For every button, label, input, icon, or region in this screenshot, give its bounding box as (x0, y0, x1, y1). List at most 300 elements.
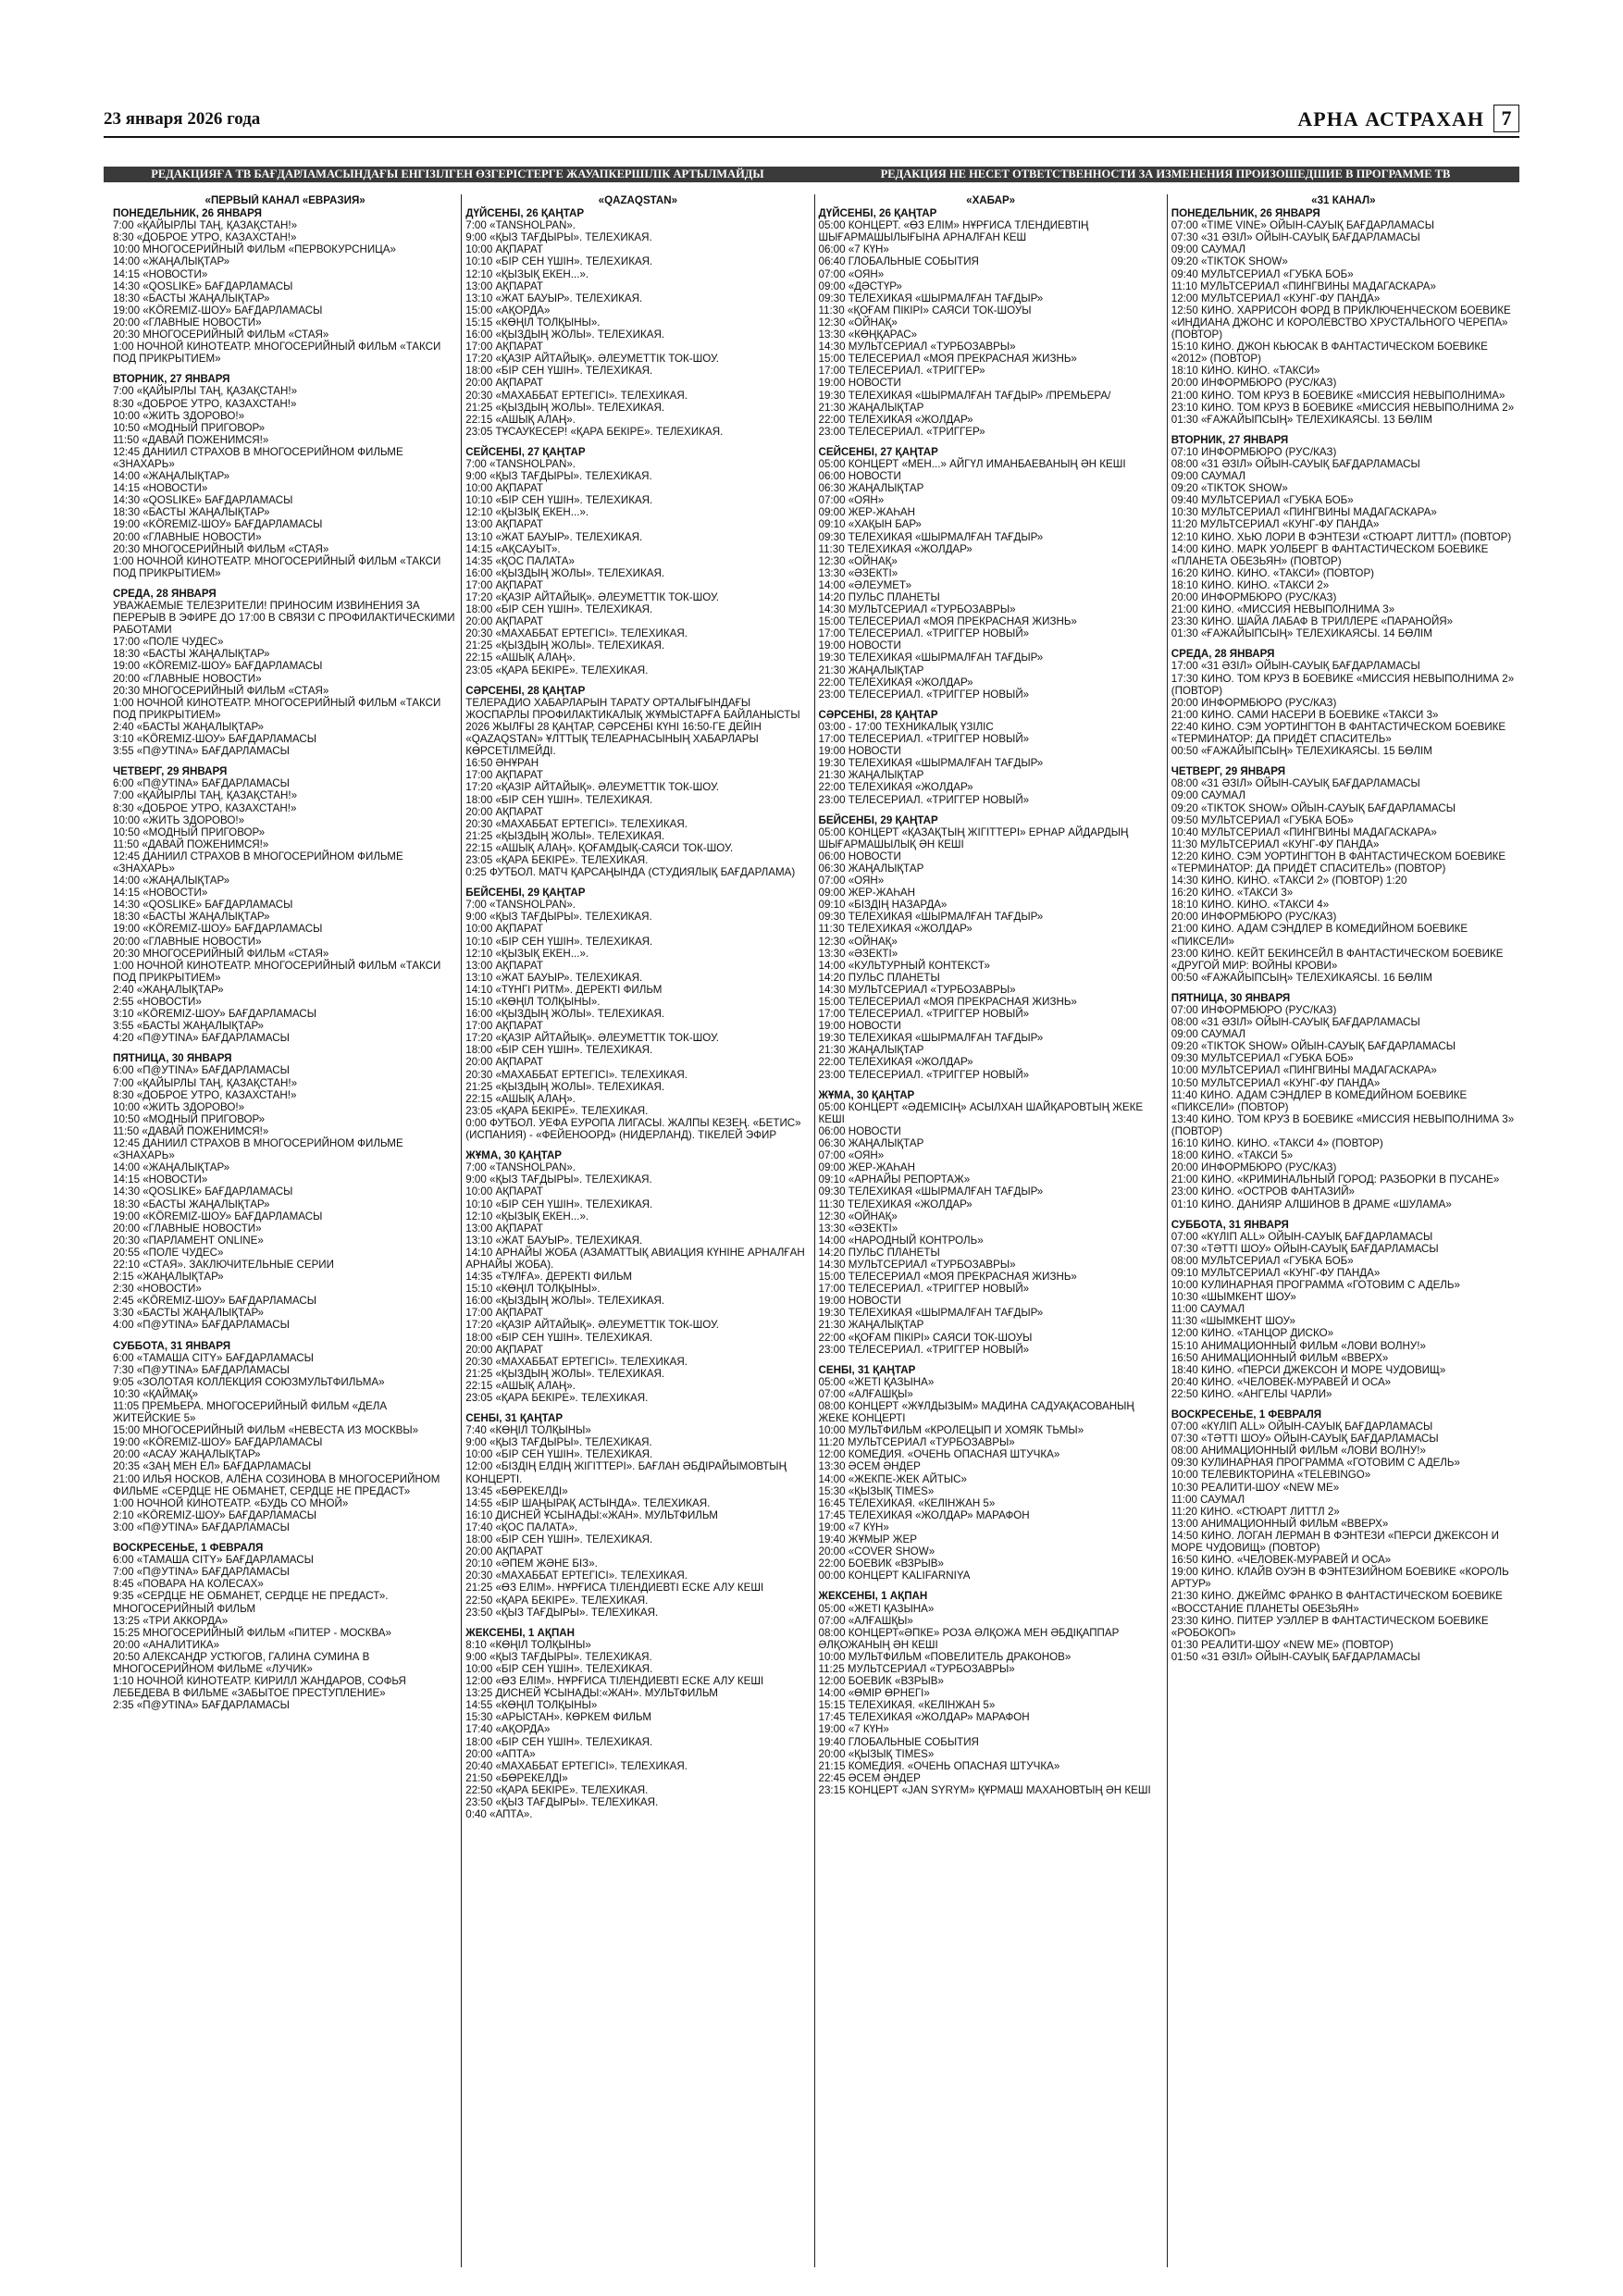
program-item: 14:00 «ЖЕКПЕ-ЖЕК АЙТЫС» (818, 1472, 967, 1485)
program-item: 0:00 ФУТБОЛ. УЕФА ЕУРОПА ЛИГАСЫ. ЖАЛПЫ КЕЗЕҢ. «БЕТИС» (ИСПАНИЯ) - «ФЕЙЕНООРД» (НИДЕРЛАНД). ТІКЕЛЕЙ ЭФИР (465, 1116, 801, 1142)
program-item: 20:35 «ЗАҢ МЕН ЕЛ» БАҒДАРЛАМАСЫ (113, 1460, 312, 1473)
program-item: 12:10 КИНО. ХЬЮ ЛОРИ В ФЭНТЕЗИ «СТЮАРТ ЛИТТЛ» (ПОВТОР) (1171, 530, 1512, 543)
program-item: 22:15 «АШЫҚ АЛАҢ». (465, 1092, 576, 1105)
program-item: 19:00 КИНО. КЛАЙВ ОУЭН В ФЭНТЕЗИЙНОМ БОЕВИКЕ «КОРОЛЬ АРТУР» (1171, 1566, 1509, 1591)
program-item: 07:00 «ОЯН» (818, 875, 885, 887)
program-item: 09:10 МУЛЬТСЕРИАЛ «КУНГ-ФУ ПАНДА» (1171, 1266, 1381, 1279)
day-title: ПОНЕДЕЛЬНИК, 26 ЯНВАРЯ (113, 207, 262, 220)
program-item: 13:10 «ЖАТ БАУЫР». ТЕЛЕХИКАЯ. (465, 971, 643, 984)
program-item: 07:30 «ТӘТТІ ШОУ» ОЙЫН-САУЫҚ БАҒДАРЛАМАСЫ (1171, 1242, 1439, 1255)
program-item: 19:40 ГЛОБАЛЬНЫЕ СОБЫТИЯ (818, 1735, 979, 1748)
program-item: 05:00 КОНЦЕРТ «МЕН...» АЙГҮЛ ИМАНБАЕВАНЫҢ ӘН КЕШІ (818, 457, 1126, 470)
program-item: 20:30 «МАХАББАТ ЕРТЕГІСІ». ТЕЛЕХИКАЯ. (465, 817, 688, 830)
program-item: 23:30 КИНО. ПИТЕР УЭЛЛЕР В ФАНТАСТИЧЕСКОМ БОЕВИКЕ «РОБОКОП» (1171, 1614, 1489, 1639)
program-item: 11:10 МУЛЬТСЕРИАЛ «ПИНГВИНЫ МАДАГАСКАРА» (1171, 279, 1436, 292)
program-item: 09:00 «ДӘСТҮР» (818, 279, 902, 292)
channel-column (814, 194, 1167, 2267)
program-item: 20:00 АҚПАРАТ (465, 805, 543, 818)
program-item: 15:10 «КӨҢІЛ ТОЛҚЫНЫ». (465, 996, 601, 1008)
program-item: 16:50 КИНО. «ЧЕЛОВЕК-МУРАВЕЙ И ОСА» (1171, 1554, 1392, 1567)
program-item: 10:10 «БІР СЕН ҮШІН». ТЕЛЕХИКАЯ. (465, 935, 653, 948)
program-item: 20:00 АҚПАРАТ (465, 1343, 543, 1356)
day-title: СӘРСЕНБІ, 28 ҚАҢТАР (465, 684, 586, 697)
program-item: 8:30 «ДОБРОЕ УТРО, КАЗАХСТАН!» (113, 231, 297, 244)
program-item: 9:00 «ҚЫЗ ТАҒДЫРЫ». ТЕЛЕХИКАЯ. (465, 1650, 652, 1663)
program-item: 22:50 «ҚАРА БЕКІРЕ». ТЕЛЕХИКАЯ. (465, 1783, 649, 1796)
program-item: 09:20 «TIKTOK SHOW» (1171, 482, 1288, 495)
program-item: 23:05 ТҰСАУКЕСЕР! «ҚАРА БЕКІРЕ». ТЕЛЕХИКАЯ. (465, 425, 724, 438)
program-item: 3:00 «П@УТINA» БАҒДАРЛАМАСЫ (113, 1520, 290, 1533)
program-item: 20:00 «АСАУ ЖАҢАЛЫҚТАР» (113, 1448, 261, 1461)
program-item: 14:30 «QOSLIKE» БАҒДАРЛАМАСЫ (113, 279, 293, 292)
program-item: 15:30 «ҚЫЗЫҚ TIMES» (818, 1484, 935, 1497)
program-item: 07:00 ИНФОРМБЮРО (РУС/КАЗ) (1171, 1004, 1337, 1016)
program-item: 20:00 АҚПАРАТ (465, 377, 543, 390)
program-item: 13:00 АҚПАРАТ (465, 279, 543, 292)
program-item: 14:15 «АҚСАУЫТ». (465, 542, 561, 555)
program-item: 08:00 МУЛЬТСЕРИАЛ «ГУБКА БОБ» (1171, 1254, 1354, 1267)
program-item: 21:25 «ҚЫЗДЫҢ ЖОЛЫ». ТЕЛЕХИКАЯ. (465, 639, 665, 652)
program-item: 23:50 «ҚЫЗ ТАҒДЫРЫ». ТЕЛЕХИКАЯ. (465, 1796, 659, 1808)
program-item: 20:30 «МАХАББАТ ЕРТЕГІСІ». ТЕЛЕХИКАЯ. (465, 627, 688, 640)
program-item: 17:00 АҚПАРАТ (465, 1307, 543, 1320)
schedule-day (819, 709, 1163, 806)
program-item: 12:30 «ОЙНАҚ» (818, 1210, 898, 1222)
program-item: 19:30 ТЕЛЕХИКАЯ «ШЫРМАЛҒАН ТАҒДЫР» (818, 757, 1044, 770)
program-item: 20:40 КИНО. «ЧЕЛОВЕК-МУРАВЕЙ И ОСА» (1171, 1375, 1392, 1388)
program-item: 20:00 «COVER SHOW» (818, 1545, 935, 1558)
program-item: 18:00 «БІР СЕН ҮШІН». ТЕЛЕХИКАЯ. (465, 365, 653, 378)
program-item: УВАЖАЕМЫЕ ТЕЛЕЗРИТЕЛИ! ПРИНОСИМ ИЗВИНЕНИЯ ЗА ПЕРЕРЫВ В ЭФИРЕ ДО 17:00 В СВЯЗИ С ПРОФИЛАКТИЧЕСКИМИ РАБОТАМИ (113, 600, 455, 637)
program-item: 3:55 «П@УТINA» БАҒДАРЛАМАСЫ (113, 745, 290, 758)
program-item: 20:30 МНОГОСЕРИЙНЫЙ ФИЛЬМ «СТАЯ» (113, 329, 329, 341)
program-item: 10:00 «ЖИТЬ ЗДОРОВО!» (113, 1100, 245, 1113)
schedule-day (1171, 207, 1516, 426)
program-item: 20:00 ИНФОРМБЮРО (РУС/КАЗ) (1171, 377, 1337, 390)
program-item: 23:30 КИНО. ШАЙА ЛАБАФ В ТРИЛЛЕРЕ «ПАРАНОЙЯ» (1171, 615, 1454, 628)
program-item: 20:10 «ӘПЕМ ЖӘНЕ БІЗ». (465, 1558, 598, 1570)
program-item: 10:40 МУЛЬТСЕРИАЛ «ПИНГВИНЫ МАДАГАСКАРА» (1171, 825, 1437, 838)
program-item: 15:15 ТЕЛЕХИКАЯ. «КЕЛІНЖАН 5» (818, 1699, 996, 1712)
schedule-day (113, 373, 457, 579)
program-item: 13:25 «ТРИ АККОРДА» (113, 1614, 229, 1627)
program-item: 14:50 КИНО. ЛОГАН ЛЕРМАН В ФЭНТЕЗИ «ПЕРСИ ДЖЕКСОН И МОРЕ ЧУДОВИЩ» (ПОВТОР) (1171, 1529, 1499, 1555)
channel-column (1167, 194, 1519, 2267)
program-item: 19:00 «KÖREMIZ-ШОУ» БАҒДАРЛАМАСЫ (113, 518, 323, 531)
program-item: 12:00 «ӨЗ ЕЛІМ». НҰРҒИСА ТІЛЕНДИЕВТІ ЕСКЕ АЛУ КЕШІ (465, 1675, 764, 1688)
program-item: 22:15 «АШЫҚ АЛАҢ». (465, 413, 576, 426)
program-item: 12:10 «ҚЫЗЫҚ ЕКЕН...». (465, 267, 589, 280)
program-item: 12:10 «ҚЫЗЫҚ ЕКЕН...». (465, 947, 589, 960)
program-item: 8:45 «ПОВАРА НА КОЛЕСАХ» (113, 1578, 264, 1591)
program-item: 14:30 «QOSLIKE» БАҒДАРЛАМАСЫ (113, 899, 293, 912)
program-item: 17:20 «ҚАЗІР АЙТАЙЫҚ». ӘЛЕУМЕТТІК ТОК-ШОУ. (465, 353, 720, 366)
program-item: 19:00 НОВОСТИ (818, 377, 901, 390)
schedule-day (465, 1149, 810, 1404)
program-item: 09:20 «TIKTOK SHOW» ОЙЫН-САУЫҚ БАҒДАРЛАМАСЫ (1171, 801, 1456, 814)
program-item: 09:00 САУМАЛ (1171, 789, 1245, 802)
day-title: ПЯТНИЦА, 30 ЯНВАРЯ (1171, 991, 1291, 1004)
program-item: 11:30 ТЕЛЕХИКАЯ «ЖОЛДАР» (818, 542, 973, 555)
program-item: 13:30 «ӘЗЕКТІ» (818, 947, 898, 960)
program-item: 12:45 ДАНИИЛ СТРАХОВ В МНОГОСЕРИЙНОМ ФИЛЬМЕ «ЗНАХАРЬ» (113, 1137, 403, 1162)
program-item: 09:10 «АРНАЙЫ РЕПОРТАЖ» (818, 1173, 971, 1186)
program-item: 2:30 «НОВОСТИ» (113, 1283, 202, 1296)
program-item: 16:10 КИНО. КИНО. «ТАКСИ 4» (ПОВТОР) (1171, 1137, 1383, 1150)
program-item: 09:30 ТЕЛЕХИКАЯ «ШЫРМАЛҒАН ТАҒДЫР» (818, 911, 1044, 924)
program-item: 08:00 КОНЦЕРТ «ЖҰЛДЫЗЫМ» МАДИНА САДУАҚАСОВАНЫҢ ЖЕКЕ КОНЦЕРТІ (818, 1400, 1134, 1425)
program-item: 17:00 АҚПАРАТ (465, 341, 543, 354)
issue-date: 23 января 2026 года (104, 109, 261, 129)
program-item: 0:40 «АПТА». (465, 1808, 533, 1821)
program-item: 17:00 «ПОЛЕ ЧУДЕС» (113, 636, 224, 649)
program-item: 23:15 КОНЦЕРТ «JAN SYRYM» ҚҰРМАШ МАХАНОВТЫҢ ӘН КЕШІ (818, 1783, 1151, 1796)
program-item: 06:00 «7 КҮН» (818, 243, 889, 256)
program-item: 23:05 «ҚАРА БЕКІРЕ». ТЕЛЕХИКАЯ. (465, 664, 649, 676)
program-item: 14:30 «QOSLIKE» БАҒДАРЛАМАСЫ (113, 1185, 293, 1198)
program-item: 22:00 ТЕЛЕХИКАЯ «ЖОЛДАР» (818, 413, 973, 426)
program-item: 7:00 «TANSHOLPAN». (465, 219, 576, 232)
program-item: 22:10 «СТАЯ». ЗАКЛЮЧИТЕЛЬНЫЕ СЕРИИ (113, 1258, 334, 1271)
program-item: 12:10 «ҚЫЗЫҚ ЕКЕН...». (465, 1210, 589, 1222)
schedule-day (113, 1542, 457, 1711)
day-title: ВТОРНИК, 27 ЯНВАРЯ (113, 373, 230, 386)
program-item: 20:00 «ГЛАВНЫЕ НОВОСТИ» (113, 316, 262, 329)
program-item: 12:50 КИНО. ХАРРИСОН ФОРД В ПРИКЛЮЧЕНЧЕСКОМ БОЕВИКЕ «ИНДИАНА ДЖОНС И КОРОЛЕВСТВО ХРУСТАЛЬНОГО ЧЕРЕПА» (ПОВТОР) (1171, 304, 1511, 341)
day-title: СЕЙСЕНБІ, 27 ҚАҢТАР (818, 445, 938, 458)
program-item: 6:00 «ТАМАША CITY» БАҒДАРЛАМАСЫ (113, 1351, 314, 1364)
program-item: 4:00 «П@УТINA» БАҒДАРЛАМАСЫ (113, 1319, 290, 1332)
program-item: 9:35 «СЕРДЦЕ НЕ ОБМАНЕТ, СЕРДЦЕ НЕ ПРЕДАСТ». МНОГОСЕРИЙНЫЙ ФИЛЬМ (113, 1590, 389, 1615)
program-item: 11:50 «ДАВАЙ ПОЖЕНИМСЯ!» (113, 433, 269, 446)
program-item: 13:30 ӘСЕМ ӘНДЕР (818, 1460, 921, 1473)
day-title: ДҮЙСЕНБІ, 26 ҚАҢТАР (465, 207, 585, 220)
program-item: 11:30 «ҚОҒАМ ПІКІРІ» САЯСИ ТОК-ШОУЫ (818, 304, 1032, 316)
program-item: 14:30 МУЛЬТСЕРИАЛ «ТУРБОЗАВРЫ» (818, 603, 1016, 616)
program-item: 18:30 «БАСТЫ ЖАҢАЛЫҚТАР» (113, 506, 270, 519)
program-item: 20:00 ИНФОРМБЮРО (РУС/КАЗ) (1171, 696, 1337, 709)
program-item: 16:00 «ҚЫЗДЫҢ ЖОЛЫ». ТЕЛЕХИКАЯ. (465, 566, 665, 579)
schedule-day (465, 887, 810, 1141)
program-item: 20:30 «ПАРЛАМЕНТ ONLINE» (113, 1234, 264, 1247)
program-item: 14:00 «ЖАҢАЛЫҚТАР» (113, 470, 230, 483)
program-item: 09:30 ТЕЛЕХИКАЯ «ШЫРМАЛҒАН ТАҒДЫР» (818, 1185, 1044, 1198)
program-item: 09:00 ЖЕР-ЖАҺАН (818, 887, 916, 900)
program-item: 07:00 «КҮЛІП ALL» ОЙЫН-САУЫҚ БАҒДАРЛАМАСЫ (1171, 1230, 1433, 1243)
program-item: 20:00 АҚПАРАТ (465, 615, 543, 628)
program-item: 17:00 ТЕЛЕСЕРИАЛ. «ТРИГГЕР НОВЫЙ» (818, 733, 1030, 746)
program-item: 21:00 КИНО. «КРИМИНАЛЬНЫЙ ГОРОД: РАЗБОРКИ В ПУСАНЕ» (1171, 1173, 1500, 1186)
program-item: 12:10 «ҚЫЗЫҚ ЕКЕН...». (465, 506, 589, 519)
program-item: 18:00 «БІР СЕН ҮШІН». ТЕЛЕХИКАЯ. (465, 1044, 653, 1057)
program-item: 22:00 ТЕЛЕХИКАЯ «ЖОЛДАР» (818, 781, 973, 794)
program-item: 18:30 «БАСТЫ ЖАҢАЛЫҚТАР» (113, 648, 270, 661)
program-item: 20:00 «ҚЫЗЫҚ TIMES» (818, 1747, 935, 1760)
program-item: 12:20 КИНО. СЭМ УОРТИНГТОН В ФАНТАСТИЧЕСКОМ БОЕВИКЕ «ТЕРМИНАТОР: ДА ПРИДЁТ СПАСИТЕЛЬ» (ПОВТОР) (1171, 850, 1506, 875)
channel-column (461, 194, 813, 2267)
program-item: 06:30 ЖАҢАЛЫҚТАР (818, 862, 924, 875)
program-item: 17:00 «31 ӘЗІЛ» ОЙЫН-САУЫҚ БАҒДАРЛАМАСЫ (1171, 660, 1420, 673)
program-item: 14:20 ПУЛЬС ПЛАНЕТЫ (818, 1246, 940, 1259)
program-item: 13:00 АНИМАЦИОННЫЙ ФИЛЬМ «ВВЕРХ» (1171, 1517, 1389, 1530)
program-item: 09:00 САУМАЛ (1171, 243, 1245, 256)
program-item: 20:30 МНОГОСЕРИЙНЫЙ ФИЛЬМ «СТАЯ» (113, 947, 329, 960)
schedule-day (819, 446, 1163, 701)
program-item: 14:30 КИНО. КИНО. «ТАКСИ 2» (ПОВТОР) 1:20 (1171, 875, 1407, 887)
day-title: ВТОРНИК, 27 ЯНВАРЯ (1171, 433, 1289, 446)
program-item: 12:00 «БІЗДІҢ ЕЛДІҢ ЖІГІТТЕРІ». БАҒЛАН ӘБДІРАЙЫМОВТЫҢ КОНЦЕРТІ. (465, 1460, 787, 1485)
schedule-day (465, 1627, 810, 1821)
program-item: 10:30 МУЛЬТСЕРИАЛ «ПИНГВИНЫ МАДАГАСКАРА» (1171, 506, 1437, 519)
program-item: 10:00 МНОГОСЕРИЙНЫЙ ФИЛЬМ «ПЕРВОКУРСНИЦА» (113, 243, 396, 256)
program-item: 19:40 ЖҰМЫР ЖЕР (818, 1533, 917, 1546)
program-item: 17:00 ТЕЛЕСЕРИАЛ. «ТРИГГЕР НОВЫЙ» (818, 1008, 1030, 1021)
program-item: 22:15 «АШЫҚ АЛАҢ». (465, 652, 576, 664)
program-item: 15:10 «КӨҢІЛ ТОЛҚЫНЫ». (465, 1283, 601, 1296)
program-item: 17:40 «ҚОС ПАЛАТА». (465, 1520, 578, 1533)
program-item: 09:00 ЖЕР-ЖАҺАН (818, 1161, 916, 1174)
program-item: 1:10 НОЧНОЙ КИНОТЕАТР. КИРИЛЛ ЖАНДАРОВ, СОФЬЯ ЛЕБЕДЕВА В ФИЛЬМЕ «ЗАБЫТОЕ ПРЕСТУПЛЕНИЕ» (113, 1675, 406, 1700)
program-item: 11:00 САУМАЛ (1171, 1493, 1245, 1506)
program-item: 14:35 «ҚОС ПАЛАТА» (465, 554, 575, 567)
program-item: 20:00 ИНФОРМБЮРО (РУС/КАЗ) (1171, 591, 1337, 603)
day-title: СРЕДА, 28 ЯНВАРЯ (113, 587, 217, 600)
program-item: 14:30 «QOSLIKE» БАҒДАРЛАМАСЫ (113, 494, 293, 507)
program-item: 11:50 «ДАВАЙ ПОЖЕНИМСЯ!» (113, 1124, 269, 1137)
program-item: 21:15 КОМЕДИЯ. «ОЧЕНЬ ОПАСНАЯ ШТУЧКА» (818, 1759, 1060, 1772)
program-item: 2:10 «KÖREMIZ-ШОУ» БАҒДАРЛАМАСЫ (113, 1508, 316, 1521)
program-item: 08:00 «31 ӘЗІЛ» ОЙЫН-САУЫҚ БАҒДАРЛАМАСЫ (1171, 777, 1420, 790)
program-item: 10:30 «ШЫМКЕНТ ШОУ» (1171, 1291, 1296, 1304)
channel-column (109, 194, 461, 2267)
program-item: 18:10 КИНО. КИНО. «ТАКСИ 2» (1171, 578, 1330, 591)
program-item: 17:00 ТЕЛЕСЕРИАЛ. «ТРИГГЕР НОВЫЙ» (818, 1283, 1030, 1296)
program-item: 00:50 «ҒАЖАЙЫПСЫҢ» ТЕЛЕХИКАЯСЫ. 16 БӨЛІМ (1171, 971, 1432, 984)
program-item: 1:00 НОЧНОЙ КИНОТЕАТР. МНОГОСЕРИЙНЫЙ ФИЛЬМ «ТАКСИ ПОД ПРИКРЫТИЕМ» (113, 341, 441, 366)
program-item: 23:50 «ҚЫЗ ТАҒДЫРЫ». ТЕЛЕХИКАЯ. (465, 1606, 659, 1619)
program-item: 11:30 «ШЫМКЕНТ ШОУ» (1171, 1315, 1295, 1328)
day-title: ВОСКРЕСЕНЬЕ, 1 ФЕВРАЛЯ (113, 1542, 264, 1555)
program-item: 10:00 МУЛЬТФИЛЬМ «ПОВЕЛИТЕЛЬ ДРАКОНОВ» (818, 1650, 1072, 1663)
program-item: 2:55 «НОВОСТИ» (113, 996, 202, 1008)
program-item: 09:30 КУЛИНАРНАЯ ПРОГРАММА «ГОТОВИМ С АДЕЛЬ» (1171, 1457, 1460, 1470)
program-item: 07:00 «ОЯН» (818, 267, 885, 280)
program-item: 12:00 КОМЕДИЯ. «ОЧЕНЬ ОПАСНАЯ ШТУЧКА» (818, 1448, 1060, 1461)
program-item: 10:00 «БІР СЕН ҮШІН». ТЕЛЕХИКАЯ. (465, 1448, 653, 1461)
program-item: 12:45 ДАНИИЛ СТРАХОВ В МНОГОСЕРИЙНОМ ФИЛЬМЕ «ЗНАХАРЬ» (113, 445, 403, 470)
program-item: 08:00 КОНЦЕРТ«ӘПКЕ» РОЗА ӘЛҚОЖА МЕН ӘБДІҚАППАР ӘЛҚОЖАНЫҢ ӘН КЕШІ (818, 1626, 1120, 1651)
program-item: 22:00 ТЕЛЕХИКАЯ «ЖОЛДАР» (818, 676, 973, 689)
program-item: 09:40 МУЛЬТСЕРИАЛ «ГУБКА БОБ» (1171, 494, 1354, 507)
program-item: 16:20 КИНО. КИНО. «ТАКСИ» (ПОВТОР) (1171, 566, 1375, 579)
program-item: 17:00 АҚПАРАТ (465, 578, 543, 591)
program-item: 21:00 КИНО. САМИ НАСЕРИ В БОЕВИКЕ «ТАКСИ 3» (1171, 708, 1439, 721)
program-item: 7:00 «ҚАЙЫРЛЫ ТАҢ, ҚАЗАҚСТАН!» (113, 385, 298, 398)
program-item: 20:00 «АПТА» (465, 1747, 536, 1760)
program-item: 7:00 «П@УТINA» БАҒДАРЛАМАСЫ (113, 1566, 290, 1579)
schedule-day (819, 1590, 1163, 1796)
program-item: 14:15 «НОВОСТИ» (113, 267, 208, 280)
program-item: 15:15 «КӨҢІЛ ТОЛҚЫНЫ». (465, 316, 601, 329)
channel-name: «31 КАНАЛ» (1311, 194, 1376, 206)
program-item: 11:30 ТЕЛЕХИКАЯ «ЖОЛДАР» (818, 1198, 973, 1210)
program-item: 3:10 «KÖREMIZ-ШОУ» БАҒДАРЛАМАСЫ (113, 1008, 316, 1021)
program-item: 19:00 «KÖREMIZ-ШОУ» БАҒДАРЛАМАСЫ (113, 1436, 323, 1449)
program-item: 23:00 ТЕЛЕСЕРИАЛ. «ТРИГГЕР НОВЫЙ» (818, 793, 1030, 806)
day-title: ЖҰМА, 30 ҚАҢТАР (465, 1149, 563, 1162)
program-item: 19:30 ТЕЛЕХИКАЯ «ШЫРМАЛҒАН ТАҒДЫР» (818, 1307, 1044, 1320)
newspaper-title: АРНА АСТРАХАН (1297, 107, 1484, 130)
program-item: 10:50 «МОДНЫЙ ПРИГОВОР» (113, 1112, 266, 1125)
program-item: 1:00 НОЧНОЙ КИНОТЕАТР. МНОГОСЕРИЙНЫЙ ФИЛЬМ «ТАКСИ ПОД ПРИКРЫТИЕМ» (113, 554, 441, 579)
program-item: 17:00 АҚПАРАТ (465, 769, 543, 782)
channel-name: «ПЕРВЫЙ КАНАЛ «ЕВРАЗИЯ» (204, 194, 365, 206)
program-item: 13:00 АҚПАРАТ (465, 959, 543, 972)
program-item: 18:00 «БІР СЕН ҮШІН». ТЕЛЕХИКАЯ. (465, 793, 653, 806)
program-item: 10:00 АҚПАРАТ (465, 482, 543, 495)
program-item: 07:30 «ТӘТТІ ШОУ» ОЙЫН-САУЫҚ БАҒДАРЛАМАСЫ (1171, 1433, 1439, 1446)
program-item: 7:30 «П@УТINA» БАҒДАРЛАМАСЫ (113, 1363, 290, 1376)
program-item: 14:55 «КӨҢІЛ ТОЛҚЫНЫ» (465, 1699, 598, 1712)
program-item: 14:00 «ЖАҢАЛЫҚТАР» (113, 1161, 230, 1174)
program-item: 11:20 КИНО. «СТЮАРТ ЛИТТЛ 2» (1171, 1505, 1340, 1518)
program-item: 14:00 «НАРОДНЫЙ КОНТРОЛЬ» (818, 1234, 984, 1247)
program-item: 2:15 «ЖАҢАЛЫҚТАР» (113, 1271, 224, 1284)
program-item: 17:00 АҚПАРАТ (465, 1020, 543, 1033)
program-item: 20:00 «ГЛАВНЫЕ НОВОСТИ» (113, 530, 262, 543)
program-item: 9:05 «ЗОЛОТАЯ КОЛЛЕКЦИЯ СОЮЗМУЛЬТФИЛЬМА» (113, 1375, 385, 1388)
program-item: ТЕЛЕРАДИО ХАБАРЛАРЫН ТАРАТУ ОРТАЛЫҒЫНДАҒЫ ЖОСПАРЛЫ ПРОФИЛАКТИКАЛЫҚ ЖҰМЫСТАРҒА БАЙЛАНЫСТЫ 2026 ЖЫЛҒЫ 28 ҚАҢТАР, СӘРСЕНБІ КҮНІ 16:50-ГЕ ДЕЙІН «QAZAQSTAN» ҰЛТТЫҚ ТЕЛЕАРНАСЫНЫҢ ХАБАРЛАРЫ КӨРСЕТІЛМЕЙДІ. (465, 696, 800, 758)
program-item: 20:30 МНОГОСЕРИЙНЫЙ ФИЛЬМ «СТАЯ» (113, 684, 329, 697)
program-item: 06:00 НОВОСТИ (818, 1124, 901, 1137)
program-item: 05:00 КОНЦЕРТ «ӘДЕМІСІҢ» АСЫЛХАН ШАЙҚАРОВТЫҢ ЖЕКЕ КЕШІ (818, 1100, 1144, 1125)
program-item: 1:00 НОЧНОЙ КИНОТЕАТР. МНОГОСЕРИЙНЫЙ ФИЛЬМ «ТАКСИ ПОД ПРИКРЫТИЕМ» (113, 959, 441, 984)
program-item: 21:25 «ҚЫЗДЫҢ ЖОЛЫ». ТЕЛЕХИКАЯ. (465, 1367, 665, 1380)
program-item: 17:20 «ҚАЗІР АЙТАЙЫҚ». ӘЛЕУМЕТТІК ТОК-ШОУ. (465, 1032, 720, 1045)
program-item: 21:30 ЖАҢАЛЫҚТАР (818, 401, 924, 414)
program-item: 14:15 «НОВОСТИ» (113, 482, 208, 495)
schedule-day (465, 1412, 810, 1619)
program-item: 7:40 «КӨҢІЛ ТОЛҚЫНЫ» (465, 1424, 591, 1437)
program-item: 15:10 АНИМАЦИОННЫЙ ФИЛЬМ «ЛОВИ ВОЛНУ!» (1171, 1339, 1426, 1352)
program-item: 09:30 ТЕЛЕХИКАЯ «ШЫРМАЛҒАН ТАҒДЫР» (818, 292, 1044, 304)
program-item: 10:00 «ЖИТЬ ЗДОРОВО!» (113, 813, 245, 826)
program-item: 20:00 «ГЛАВНЫЕ НОВОСТИ» (113, 1222, 262, 1235)
program-item: 13:30 «КӨҢҚАРАС» (818, 329, 918, 341)
program-item: 09:00 САУМАЛ (1171, 470, 1245, 483)
program-item: 23:00 ТЕЛЕСЕРИАЛ. «ТРИГГЕР НОВЫЙ» (818, 1343, 1030, 1356)
program-item: 03:00 - 17:00 ТЕХНИКАЛЫҚ ҮЗІЛІС (818, 720, 994, 733)
program-item: 18:30 «БАСТЫ ЖАҢАЛЫҚТАР» (113, 292, 270, 304)
program-item: 15:00 МНОГОСЕРИЙНЫЙ ФИЛЬМ «НЕВЕСТА ИЗ МОСКВЫ» (113, 1424, 419, 1437)
program-item: 10:50 «МОДНЫЙ ПРИГОВОР» (113, 421, 266, 434)
program-item: 20:30 «МАХАББАТ ЕРТЕГІСІ». ТЕЛЕХИКАЯ. (465, 389, 688, 402)
program-item: 14:10 «ТҮНГІ РИТМ». ДЕРЕКТІ ФИЛЬМ (465, 983, 663, 996)
schedule-day (113, 1340, 457, 1534)
program-item: 12:00 МУЛЬТСЕРИАЛ «КУНГ-ФУ ПАНДА» (1171, 292, 1381, 304)
program-item: 23:00 ТЕЛЕСЕРИАЛ. «ТРИГГЕР НОВЫЙ» (818, 1068, 1030, 1081)
program-item: 15:00 ТЕЛЕСЕРИАЛ «МОЯ ПРЕКРАСНАЯ ЖИЗНЬ» (818, 353, 1077, 366)
program-item: 1:00 НОЧНОЙ КИНОТЕАТР. МНОГОСЕРИЙНЫЙ ФИЛЬМ «ТАКСИ ПОД ПРИКРЫТИЕМ» (113, 696, 441, 721)
program-item: 14:30 МУЛЬТСЕРИАЛ «ТУРБОЗАВРЫ» (818, 341, 1016, 354)
day-title: СУББОТА, 31 ЯНВАРЯ (1171, 1218, 1289, 1231)
program-item: 11:50 «ДАВАЙ ПОЖЕНИМСЯ!» (113, 838, 269, 850)
program-item: 20:00 «ГЛАВНЫЕ НОВОСТИ» (113, 935, 262, 948)
program-item: 14:55 «БІР ШАҢЫРАҚ АСТЫНДА». ТЕЛЕХИКАЯ. (465, 1496, 711, 1509)
program-item: 16:45 ТЕЛЕХИКАЯ. «КЕЛІНЖАН 5» (818, 1496, 996, 1509)
day-title: ДҮЙСЕНБІ, 26 ҚАҢТАР (818, 207, 937, 220)
program-item: 23:05 «ҚАРА БЕКІРЕ». ТЕЛЕХИКАЯ. (465, 853, 649, 866)
program-item: 13:45 «БӨРЕКЕЛДІ» (465, 1484, 568, 1497)
program-item: 23:00 КИНО. «ОСТРОВ ФАНТАЗИЙ» (1171, 1185, 1355, 1198)
day-title: БЕЙСЕНБІ, 29 ҚАҢТАР (818, 813, 938, 826)
program-item: 09:20 «TIKTOK SHOW» (1171, 255, 1288, 268)
program-item: 18:00 «БІР СЕН ҮШІН». ТЕЛЕХИКАЯ. (465, 1735, 653, 1748)
program-item: 13:30 «ӘЗЕКТІ» (818, 1222, 898, 1235)
program-item: 23:10 КИНО. ТОМ КРУЗ В БОЕВИКЕ «МИССИЯ НЕВЫПОЛНИМА 2» (1171, 401, 1515, 414)
day-title: СЕЙСЕНБІ, 27 ҚАҢТАР (465, 445, 586, 458)
program-item: 14:00 КИНО. МАРК УОЛБЕРГ В ФАНТАСТИЧЕСКОМ БОЕВИКЕ «ПЛАНЕТА ОБЕЗЬЯН» (ПОВТОР) (1171, 542, 1489, 567)
program-item: 17:20 «ҚАЗІР АЙТАЙЫҚ». ӘЛЕУМЕТТІК ТОК-ШОУ. (465, 591, 720, 603)
schedule-day (113, 1052, 457, 1331)
program-item: 14:30 МУЛЬТСЕРИАЛ «ТУРБОЗАВРЫ» (818, 983, 1016, 996)
program-item: 20:00 АҚПАРАТ (465, 1545, 543, 1558)
schedule-day (1171, 434, 1516, 640)
channel-name: «ХАБАР» (966, 194, 1016, 206)
program-item: 19:00 «KÖREMIZ-ШОУ» БАҒДАРЛАМАСЫ (113, 1210, 323, 1222)
program-item: 10:00 КУЛИНАРНАЯ ПРОГРАММА «ГОТОВИМ С АДЕЛЬ» (1171, 1279, 1460, 1292)
program-item: 17:45 ТЕЛЕХИКАЯ «ЖОЛДАР» МАРАФОН (818, 1508, 1030, 1521)
program-item: 14:35 «ТҰЛҒА». ДЕРЕКТІ ФИЛЬМ (465, 1271, 633, 1284)
program-item: 18:00 «БІР СЕН ҮШІН». ТЕЛЕХИКАЯ. (465, 1331, 653, 1344)
program-item: 15:00 ТЕЛЕСЕРИАЛ «МОЯ ПРЕКРАСНАЯ ЖИЗНЬ» (818, 996, 1077, 1008)
program-item: 18:10 КИНО. КИНО. «ТАКСИ 4» (1171, 899, 1330, 912)
program-item: 14:15 «НОВОСТИ» (113, 887, 208, 900)
program-item: 14:00 «ӨМІР ӨРНЕГІ» (818, 1687, 930, 1700)
program-item: 11:40 КИНО. АДАМ СЭНДЛЕР В КОМЕДИЙНОМ БОЕВИКЕ «ПИКСЕЛИ» (ПОВТОР) (1171, 1088, 1468, 1113)
program-item: 07:00 «ОЯН» (818, 494, 885, 507)
program-item: 20:50 АЛЕКСАНДР УСТЮГОВ, ГАЛИНА СУМИНА В МНОГОСЕРИЙНОМ ФИЛЬМЕ «ЛУЧИК» (113, 1650, 370, 1675)
program-item: 11:05 ПРЕМЬЕРА. МНОГОСЕРИЙНЫЙ ФИЛЬМ «ДЕЛА ЖИТЕЙСКИЕ 5» (113, 1400, 388, 1425)
day-title: СРЕДА, 28 ЯНВАРЯ (1171, 648, 1275, 661)
tv-schedule-columns (109, 194, 1519, 2267)
program-item: 17:20 «ҚАЗІР АЙТАЙЫҚ». ӘЛЕУМЕТТІК ТОК-ШОУ. (465, 1319, 720, 1332)
program-item: 20:00 «АНАЛИТИКА» (113, 1638, 220, 1651)
program-item: 05:00 «ЖЕТІ ҚАЗЫНА» (818, 1375, 935, 1388)
day-title: СЕНБІ, 31 ҚАҢТАР (465, 1412, 564, 1425)
program-item: 22:00 БОЕВИК «ВЗРЫВ» (818, 1558, 944, 1570)
program-item: 07:00 «ОЯН» (818, 1149, 885, 1162)
program-item: 06:30 ЖАҢАЛЫҚТАР (818, 482, 924, 495)
program-item: 17:45 ТЕЛЕХИКАЯ «ЖОЛДАР» МАРАФОН (818, 1711, 1030, 1724)
program-item: 23:05 «ҚАРА БЕКІРЕ». ТЕЛЕХИКАЯ. (465, 1104, 649, 1117)
program-item: 15:25 МНОГОСЕРИЙНЫЙ ФИЛЬМ «ПИТЕР - МОСКВА» (113, 1626, 391, 1639)
schedule-day (1171, 648, 1516, 757)
program-item: 20:00 АҚПАРАТ (465, 1056, 543, 1069)
program-item: 11:25 МУЛЬТСЕРИАЛ «ТУРБОЗАВРЫ» (818, 1662, 1015, 1675)
schedule-day (819, 1364, 1163, 1582)
program-item: 10:00 «ЖИТЬ ЗДОРОВО!» (113, 409, 245, 422)
program-item: 7:00 «TANSHOLPAN». (465, 899, 576, 912)
program-item: 23:00 КИНО. КЕЙТ БЕКИНСЕЙЛ В ФАНТАСТИЧЕСКОМ БОЕВИКЕ «ДРУГОЙ МИР: ВОЙНЫ КРОВИ» (1171, 947, 1504, 972)
day-title: ЖЕКСЕНБІ, 1 АҚПАН (465, 1626, 576, 1639)
program-item: 8:30 «ДОБРОЕ УТРО, КАЗАХСТАН!» (113, 397, 297, 410)
program-item: 12:45 ДАНИИЛ СТРАХОВ В МНОГОСЕРИЙНОМ ФИЛЬМЕ «ЗНАХАРЬ» (113, 850, 403, 875)
program-item: 21:00 КИНО. «МИССИЯ НЕВЫПОЛНИМА 3» (1171, 603, 1395, 616)
program-item: 07:00 «АЛҒАШҚЫ» (818, 1387, 913, 1400)
program-item: 3:30 «БАСТЫ ЖАҢАЛЫҚТАР» (113, 1307, 265, 1320)
program-item: 22:40 КИНО. СЭМ УОРТИНГТОН В ФАНТАСТИЧЕСКОМ БОЕВИКЕ «ТЕРМИНАТОР: ДА ПРИДЁТ СПАСИТЕЛЬ» (1171, 720, 1506, 746)
